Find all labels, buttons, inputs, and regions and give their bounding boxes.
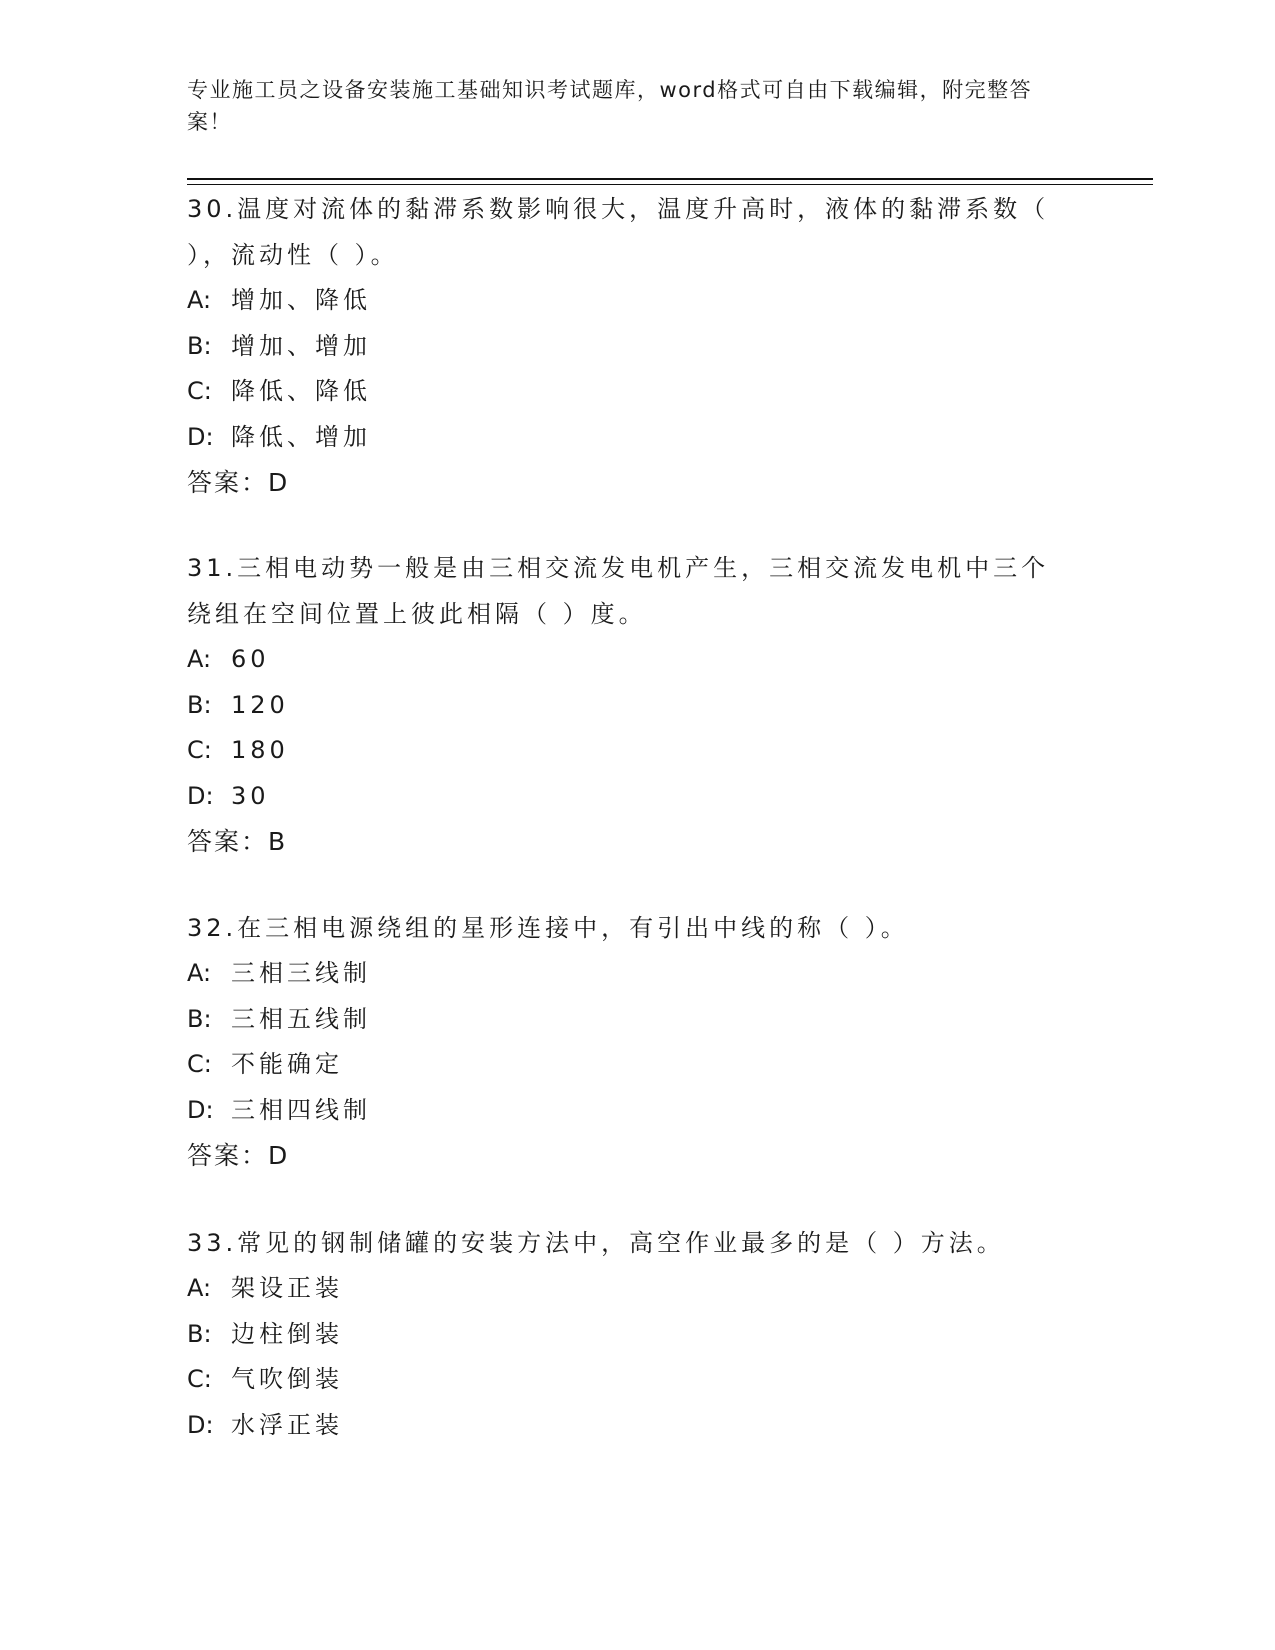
option-a	[187, 951, 1067, 997]
answer-label: 答案：D	[187, 1141, 290, 1170]
question-32	[187, 905, 1067, 1179]
question-33	[187, 1220, 1067, 1448]
option-text: 120	[231, 690, 289, 719]
option-letter: D:	[187, 422, 214, 451]
option-d	[187, 1088, 1067, 1134]
option-b	[187, 683, 1067, 729]
option-a	[187, 278, 1067, 324]
question-30	[187, 186, 1067, 506]
option-c	[187, 1357, 1067, 1403]
option-c	[187, 728, 1067, 774]
answer-label: 答案：D	[187, 468, 290, 497]
option-text: 架设正装	[231, 1274, 343, 1302]
option-text: 降低、降低	[231, 377, 371, 405]
question-31	[187, 545, 1067, 865]
option-letter: C:	[187, 736, 212, 764]
question-stem: 30.温度对流体的黏滞系数影响很大，温度升高时，液体的黏滞系数（ ），流动性（ ）。	[187, 195, 1050, 269]
option-text: 三相四线制	[231, 1095, 371, 1124]
question-stem: 33.常见的钢制储罐的安装方法中，高空作业最多的是（ ）方法。	[187, 1229, 1005, 1257]
option-c	[187, 369, 1067, 415]
option-text: 水浮正装	[231, 1410, 343, 1439]
answer-label: 答案：B	[187, 827, 288, 856]
option-d	[187, 1403, 1067, 1449]
option-letter: D:	[187, 1410, 214, 1439]
option-letter: A:	[187, 1274, 212, 1302]
option-letter: D:	[187, 1095, 214, 1124]
option-text: 不能确定	[231, 1050, 343, 1078]
option-letter: C:	[187, 1050, 212, 1078]
option-d	[187, 415, 1067, 461]
option-a	[187, 637, 1067, 683]
option-b	[187, 1312, 1067, 1358]
option-letter: B:	[187, 1319, 212, 1348]
option-text: 增加、增加	[231, 331, 371, 360]
option-b	[187, 997, 1067, 1043]
option-text: 30	[231, 781, 270, 810]
option-text: 三相三线制	[231, 959, 371, 987]
option-letter: C:	[187, 377, 212, 405]
question-stem: 31.三相电动势一般是由三相交流发电机产生，三相交流发电机中三个绕组在空间位置上彼此相隔（ ）度。	[187, 554, 1050, 628]
option-b	[187, 324, 1067, 370]
option-text: 三相五线制	[231, 1004, 371, 1033]
option-letter: A:	[187, 286, 212, 314]
header-divider-thick	[187, 178, 1153, 180]
option-letter: A:	[187, 645, 212, 673]
option-letter: B:	[187, 690, 212, 719]
option-a	[187, 1266, 1067, 1312]
option-letter: C:	[187, 1365, 212, 1393]
question-stem: 32.在三相电源绕组的星形连接中，有引出中线的称（ ）。	[187, 914, 909, 942]
option-d	[187, 774, 1067, 820]
option-letter: A:	[187, 959, 212, 987]
option-text: 降低、增加	[231, 422, 371, 451]
option-text: 60	[231, 645, 270, 673]
document-header: 专业施工员之设备安装施工基础知识考试题库，word格式可自由下载编辑，附完整答案！	[187, 78, 1033, 134]
option-letter: B:	[187, 331, 212, 360]
option-c	[187, 1042, 1067, 1088]
option-letter: D:	[187, 781, 214, 810]
option-text: 气吹倒装	[231, 1365, 343, 1393]
header-divider-thin	[187, 184, 1153, 185]
option-text: 边柱倒装	[231, 1319, 343, 1348]
option-text: 增加、降低	[231, 286, 371, 314]
option-letter: B:	[187, 1004, 212, 1033]
option-text: 180	[231, 736, 289, 764]
